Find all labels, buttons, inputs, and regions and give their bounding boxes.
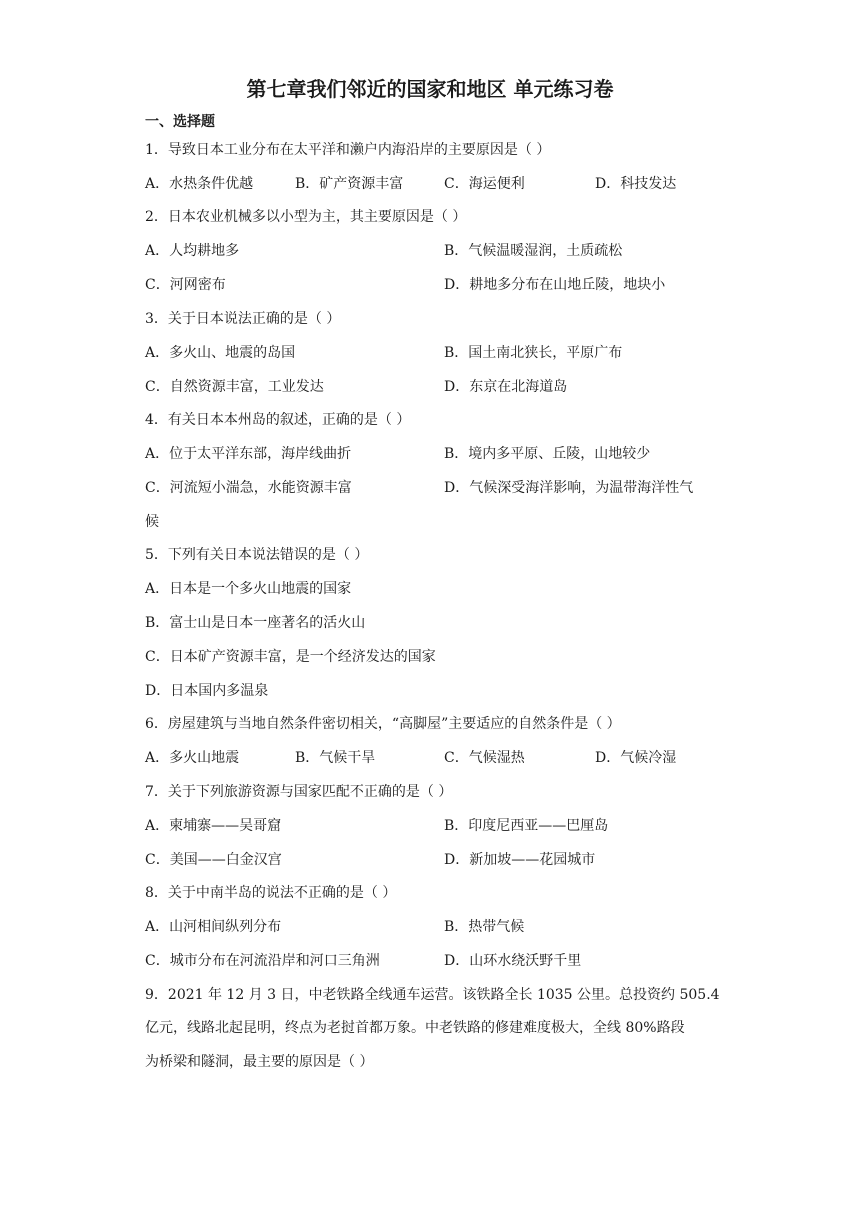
- q2-option-b: B．气候温暖湿润，土质疏松: [444, 243, 623, 259]
- q1-option-a: A．水热条件优越: [145, 176, 254, 192]
- q6-option-a: A．多火山地震: [145, 750, 240, 766]
- q7-option-c: C．美国——白金汉宫: [145, 852, 282, 868]
- q3-option-b: B．国土南北狭长，平原广布: [444, 345, 623, 361]
- q6-option-c: C．气候湿热: [444, 750, 525, 766]
- q5-option-b: B．富士山是日本一座著名的活火山: [145, 615, 366, 631]
- q2-option-c: C．河网密布: [145, 277, 226, 293]
- question-6-stem: 6．房屋建筑与当地自然条件密切相关，“高脚屋”主要适应的自然条件是（ ）: [145, 716, 621, 732]
- q6-option-b: B．气候干旱: [295, 750, 376, 766]
- q4-option-b: B．境内多平原、丘陵，山地较少: [444, 446, 651, 462]
- q2-option-a: A．人均耕地多: [145, 243, 240, 259]
- q7-option-a: A．柬埔寨——吴哥窟: [145, 818, 282, 834]
- q1-option-c: C．海运便利: [444, 176, 525, 192]
- q3-option-a: A．多火山、地震的岛国: [145, 345, 296, 361]
- q1-option-d: D．科技发达: [595, 176, 677, 192]
- q4-option-a: A．位于太平洋东部，海岸线曲折: [145, 446, 352, 462]
- q1-option-b: B．矿产资源丰富: [295, 176, 404, 192]
- q8-option-c: C．城市分布在河流沿岸和河口三角洲: [145, 953, 380, 969]
- q4-option-c: C．河流短小湍急，水能资源丰富: [145, 480, 352, 496]
- q8-option-b: B．热带气候: [444, 919, 525, 935]
- question-8-stem: 8．关于中南半岛的说法不正确的是（ ）: [145, 885, 397, 901]
- question-9-stem-line-2: 亿元，线路北起昆明，终点为老挝首都万象。中老铁路的修建难度极大，全线 80%路段: [145, 1020, 685, 1036]
- question-9-stem-line-3: 为桥梁和隧洞，最主要的原因是（ ）: [145, 1054, 374, 1070]
- section-heading: 一、选择题: [145, 114, 215, 130]
- q7-option-b: B．印度尼西亚——巴厘岛: [444, 818, 609, 834]
- q6-option-d: D．气候冷湿: [595, 750, 677, 766]
- question-4-stem: 4．有关日本本州岛的叙述，正确的是（ ）: [145, 412, 411, 428]
- q4-option-d-continued: 候: [145, 514, 159, 530]
- q5-option-a: A．日本是一个多火山地震的国家: [145, 581, 352, 597]
- q8-option-d: D．山环水绕沃野千里: [444, 953, 582, 969]
- question-3-stem: 3．关于日本说法正确的是（ ）: [145, 311, 341, 327]
- q2-option-d: D．耕地多分布在山地丘陵，地块小: [444, 277, 666, 293]
- question-2-stem: 2．日本农业机械多以小型为主，其主要原因是（ ）: [145, 209, 467, 225]
- q5-option-c: C．日本矿产资源丰富，是一个经济发达的国家: [145, 649, 436, 665]
- question-7-stem: 7．关于下列旅游资源与国家匹配不正确的是（ ）: [145, 784, 453, 800]
- q3-option-c: C．自然资源丰富，工业发达: [145, 379, 324, 395]
- q4-option-d: D．气候深受海洋影响，为温带海洋性气: [444, 480, 694, 496]
- question-1-stem: 1．导致日本工业分布在太平洋和濑户内海沿岸的主要原因是（ ）: [145, 142, 551, 158]
- q3-option-d: D．东京在北海道岛: [444, 379, 568, 395]
- question-5-stem: 5．下列有关日本说法错误的是（ ）: [145, 547, 369, 563]
- q8-option-a: A．山河相间纵列分布: [145, 919, 282, 935]
- q5-option-d: D．日本国内多温泉: [145, 683, 269, 699]
- page-title: 第七章我们邻近的国家和地区 单元练习卷: [246, 77, 614, 101]
- question-9-stem-line-1: 9．2021 年 12 月 3 日，中老铁路全线通车运营。该铁路全长 1035 公里。总投资约 505.4: [145, 987, 720, 1003]
- q7-option-d: D．新加坡——花园城市: [444, 852, 596, 868]
